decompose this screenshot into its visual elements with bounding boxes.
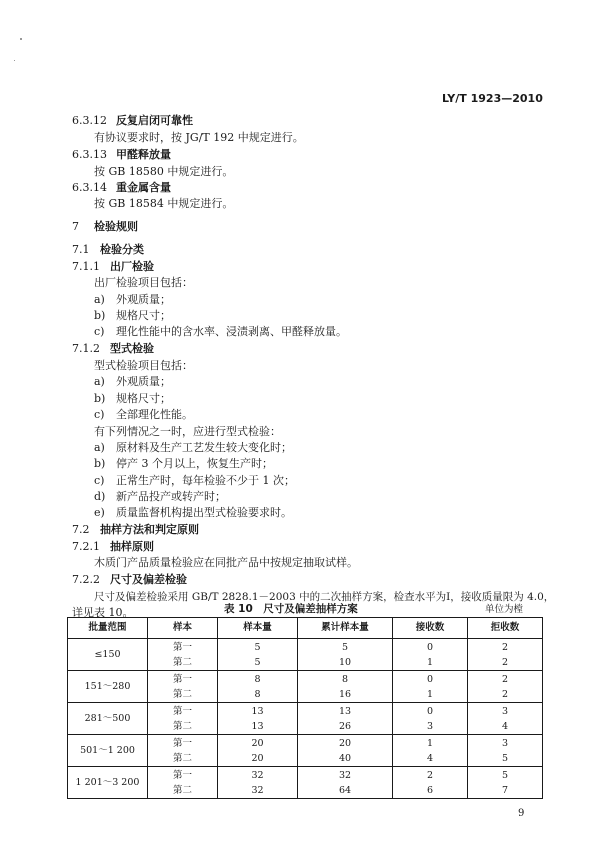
list-item	[94, 474, 295, 488]
table-row	[68, 703, 543, 720]
section-number: 7.1	[72, 243, 90, 256]
cumulative-size-cell: 20	[298, 735, 393, 752]
sample-cell: 第二	[148, 783, 218, 799]
cumulative-size-cell: 32	[298, 767, 393, 784]
list-item	[94, 375, 171, 389]
section-7-2-1-body: 木质门产品质量检验应在同批产品中按规定抽取试样。	[94, 556, 358, 569]
list-marker: b)	[94, 392, 106, 405]
chapter-title: 检验规则	[94, 220, 138, 233]
cumulative-size-cell: 26	[298, 719, 393, 735]
sample-cell: 第一	[148, 767, 218, 784]
sample-cell: 第二	[148, 719, 218, 735]
sample-size-cell: 20	[218, 751, 298, 767]
section-title: 抽样原则	[110, 540, 154, 553]
section-7-2-2-heading	[72, 573, 187, 587]
list-item	[94, 457, 273, 471]
list-item	[94, 293, 171, 307]
sample-size-cell: 8	[218, 687, 298, 703]
reject-number-cell: 4	[468, 719, 543, 735]
section-title: 检验分类	[100, 243, 144, 256]
section-7-1-1-intro: 出厂检验项目包括：	[94, 276, 193, 289]
section-7-2-heading	[72, 523, 199, 537]
cumulative-size-cell: 5	[298, 639, 393, 656]
sample-cell: 第二	[148, 751, 218, 767]
accept-number-cell: 6	[393, 783, 468, 799]
section-7-1-2-intro2: 有下列情况之一时，应进行型式检验：	[94, 425, 281, 438]
table-row	[68, 639, 543, 656]
sample-size-cell: 5	[218, 639, 298, 656]
table-header-row	[68, 618, 543, 639]
list-marker: c)	[94, 408, 105, 421]
page-number: 9	[518, 808, 525, 819]
cumulative-size-cell: 64	[298, 783, 393, 799]
list-item	[94, 392, 171, 406]
column-header: 样本量	[218, 618, 298, 639]
list-item	[94, 325, 347, 339]
section-6-3-14-heading	[72, 181, 171, 195]
list-item-text: 质量监督机构提出型式检验要求时。	[116, 506, 292, 519]
sample-cell: 第二	[148, 687, 218, 703]
list-item-text: 规格尺寸；	[116, 392, 171, 405]
section-7-1-2-intro: 型式检验项目包括：	[94, 359, 193, 372]
section-6-3-14-body: 按 GB 18584 中规定进行。	[94, 197, 234, 210]
section-6-3-12-body: 有协议要求时，按 JG/T 192 中规定进行。	[94, 131, 304, 144]
section-number: 7.1.1	[72, 260, 100, 273]
sample-size-cell: 13	[218, 703, 298, 720]
column-header: 累计样本量	[298, 618, 393, 639]
table-row	[68, 767, 543, 784]
cumulative-size-cell: 16	[298, 687, 393, 703]
batch-range-cell: 1 201～3 200	[68, 767, 148, 799]
accept-number-cell: 3	[393, 719, 468, 735]
list-item-text: 外观质量；	[116, 293, 171, 306]
column-header: 样本	[148, 618, 218, 639]
section-number: 6.3.14	[72, 181, 107, 194]
accept-number-cell: 0	[393, 671, 468, 688]
list-item-text: 全部理化性能。	[116, 408, 193, 421]
section-title: 出厂检验	[110, 260, 154, 273]
list-item-text: 新产品投产或转产时；	[116, 490, 226, 503]
reject-number-cell: 5	[468, 767, 543, 784]
section-7-2-1-heading	[72, 540, 154, 554]
table-row	[68, 735, 543, 752]
batch-range-cell: ≤150	[68, 639, 148, 671]
list-item-text: 外观质量；	[116, 375, 171, 388]
section-number: 6.3.12	[72, 114, 107, 127]
table-caption: 表 10 尺寸及偏差抽样方案	[224, 603, 358, 615]
list-marker: a)	[94, 441, 105, 454]
section-6-3-12-heading	[72, 114, 193, 128]
section-title: 型式检验	[110, 342, 154, 355]
list-item-text: 理化性能中的含水率、浸渍剥离、甲醛释放量。	[116, 325, 347, 338]
sample-cell: 第二	[148, 655, 218, 671]
standard-code-header: LY/T 1923—2010	[442, 92, 543, 105]
section-number: 7.1.2	[72, 342, 100, 355]
list-item-text: 规格尺寸；	[116, 309, 171, 322]
accept-number-cell: 1	[393, 687, 468, 703]
list-item	[94, 309, 171, 323]
sample-cell: 第一	[148, 671, 218, 688]
section-title: 反复启闭可靠性	[116, 114, 193, 127]
sample-size-cell: 20	[218, 735, 298, 752]
list-marker: e)	[94, 506, 105, 519]
reject-number-cell: 2	[468, 671, 543, 688]
cumulative-size-cell: 8	[298, 671, 393, 688]
list-item-text: 原材料及生产工艺发生较大变化时；	[116, 441, 292, 454]
sample-size-cell: 8	[218, 671, 298, 688]
sample-cell: 第一	[148, 639, 218, 656]
section-title: 抽样方法和判定原则	[100, 523, 199, 536]
column-header: 批量范围	[68, 618, 148, 639]
section-number: 7.2.2	[72, 573, 100, 586]
reject-number-cell: 7	[468, 783, 543, 799]
reject-number-cell: 2	[468, 687, 543, 703]
list-marker: b)	[94, 457, 106, 470]
section-7-1-heading	[72, 243, 144, 257]
table-unit: 单位为樘	[485, 604, 524, 615]
sample-size-cell: 32	[218, 783, 298, 799]
section-number: 7.2	[72, 523, 90, 536]
section-title: 尺寸及偏差检验	[110, 573, 187, 586]
section-7-2-2-body-line2: 详见表 10。	[72, 606, 134, 619]
accept-number-cell: 0	[393, 703, 468, 720]
sample-size-cell: 13	[218, 719, 298, 735]
list-item-text: 停产 3 个月以上，恢复生产时；	[116, 457, 273, 470]
sample-cell: 第一	[148, 703, 218, 720]
list-marker: b)	[94, 309, 106, 322]
reject-number-cell: 2	[468, 655, 543, 671]
section-7-1-1-heading	[72, 260, 154, 274]
accept-number-cell: 2	[393, 767, 468, 784]
batch-range-cell: 501～1 200	[68, 735, 148, 767]
section-title: 甲醛释放量	[116, 148, 171, 161]
list-marker: d)	[94, 490, 106, 503]
section-title: 重金属含量	[116, 181, 171, 194]
chapter-number: 7	[72, 220, 79, 233]
list-item	[94, 441, 292, 455]
list-item-text: 正常生产时，每年检验不少于 1 次；	[116, 474, 295, 487]
sampling-table	[67, 617, 543, 799]
reject-number-cell: 5	[468, 751, 543, 767]
column-header: 拒收数	[468, 618, 543, 639]
table-row	[68, 671, 543, 688]
sample-cell: 第一	[148, 735, 218, 752]
chapter-7-heading	[72, 220, 138, 234]
column-header: 接收数	[393, 618, 468, 639]
batch-range-cell: 281～500	[68, 703, 148, 735]
accept-number-cell: 0	[393, 639, 468, 656]
section-6-3-13-body: 按 GB 18580 中规定进行。	[94, 165, 234, 178]
accept-number-cell: 1	[393, 735, 468, 752]
list-item	[94, 408, 193, 422]
reject-number-cell: 3	[468, 703, 543, 720]
cumulative-size-cell: 10	[298, 655, 393, 671]
cumulative-size-cell: 40	[298, 751, 393, 767]
cumulative-size-cell: 13	[298, 703, 393, 720]
list-item	[94, 490, 226, 504]
list-marker: a)	[94, 375, 105, 388]
section-number: 6.3.13	[72, 148, 107, 161]
scan-speck	[20, 38, 22, 40]
accept-number-cell: 1	[393, 655, 468, 671]
section-7-2-2-body-line1: 尺寸及偏差检验采用 GB/T 2828.1－2003 中的二次抽样方案，检查水平为Ⅰ，接收质量限为 4.0，	[94, 591, 555, 603]
accept-number-cell: 4	[393, 751, 468, 767]
batch-range-cell: 151～280	[68, 671, 148, 703]
sample-size-cell: 32	[218, 767, 298, 784]
scan-speck	[14, 60, 15, 61]
list-marker: a)	[94, 293, 105, 306]
section-7-1-2-heading	[72, 342, 154, 356]
list-marker: c)	[94, 325, 105, 338]
section-6-3-13-heading	[72, 148, 171, 162]
list-item	[94, 506, 292, 520]
reject-number-cell: 3	[468, 735, 543, 752]
sample-size-cell: 5	[218, 655, 298, 671]
section-number: 7.2.1	[72, 540, 100, 553]
list-marker: c)	[94, 474, 105, 487]
reject-number-cell: 2	[468, 639, 543, 656]
